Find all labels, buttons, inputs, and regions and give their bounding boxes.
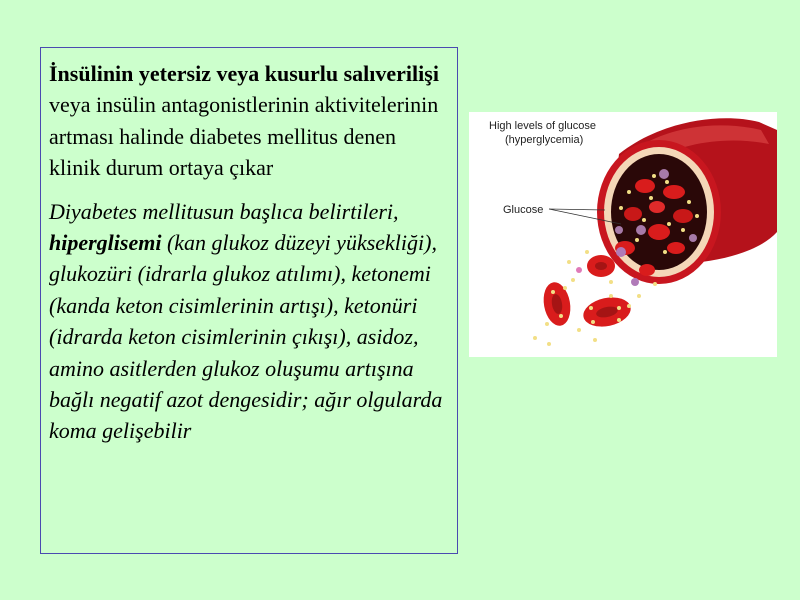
paragraph-symptoms-bold: hiperglisemi <box>49 230 162 256</box>
paragraph-insulin <box>49 58 449 184</box>
paragraph-symptoms-rest: (kan glukoz düzeyi yüksekliği), glukozüri (idrarla glukoz atılımı), ketonemi (kanda keton cisimlerinin artışı), ketonüri (idrarda keton cisimlerinin çıkışı), asidoz, amino asitlerden glukoz oluşumu artışına bağlı negatif azot dengesidir; ağır olgularda koma gelişebilir <box>49 230 443 444</box>
paragraph-symptoms <box>49 196 449 447</box>
figure-title-line1: High levels of glucose <box>489 120 597 132</box>
paragraph-symptoms-intro: Diyabetes mellitusun başlıca belirtileri, <box>49 198 399 224</box>
paragraph-insulin-rest: veya insülin antagonistlerinin aktivitelerinin artması halinde diabetes mellitus denen klinik durum ortaya çıkar <box>49 92 439 181</box>
glucose-label: Glucose <box>503 204 544 216</box>
blood-vessel-drawing <box>469 112 777 357</box>
text-box <box>40 47 458 554</box>
glucose-pointer-line-2 <box>549 209 605 210</box>
figure-title-line2: (hyperglycemia) <box>505 134 584 146</box>
paragraph-insulin-bold: İnsülinin yetersiz veya kusurlu salıverilişi <box>49 61 439 86</box>
blood-vessel-illustration <box>469 112 777 357</box>
